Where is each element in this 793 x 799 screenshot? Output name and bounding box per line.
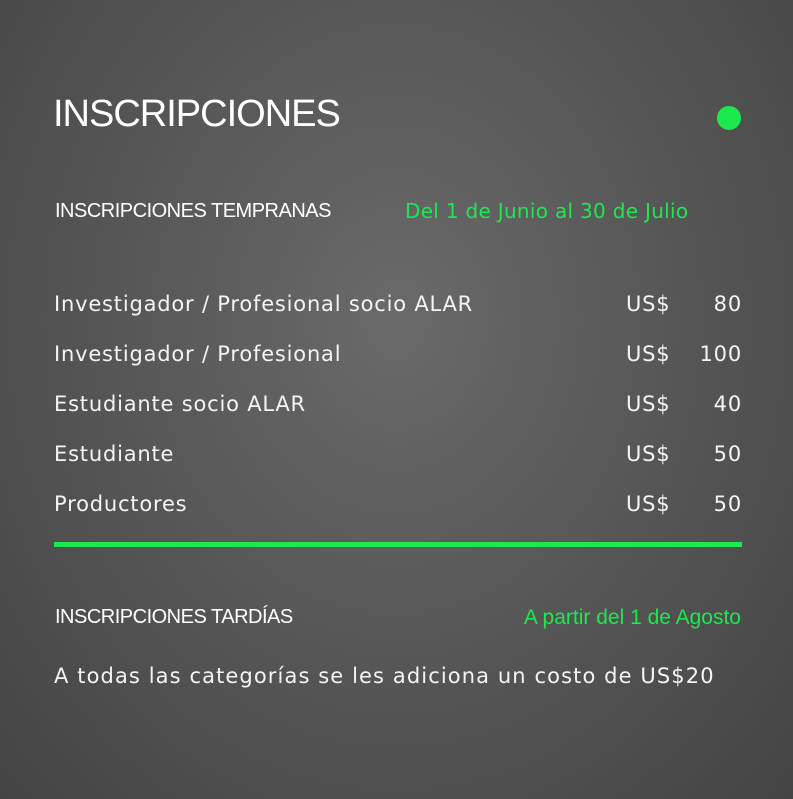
category-name: Estudiante — [54, 442, 175, 466]
category-name: Productores — [54, 492, 188, 516]
price-row — [54, 390, 742, 440]
price-row — [54, 440, 742, 490]
section-divider — [54, 542, 742, 547]
price-list — [54, 290, 742, 540]
price-value: 50 — [713, 492, 742, 516]
price-row — [54, 290, 742, 340]
price-row — [54, 490, 742, 540]
price-value: 80 — [713, 292, 742, 316]
currency-label: US$ — [626, 292, 671, 316]
category-name: Estudiante socio ALAR — [54, 392, 306, 416]
category-name: Investigador / Profesional socio ALAR — [54, 292, 474, 316]
currency-label: US$ — [626, 342, 671, 366]
page-title: INSCRIPCIONES — [53, 93, 340, 135]
early-registration-label: INSCRIPCIONES TEMPRANAS — [55, 200, 331, 222]
currency-label: US$ — [626, 492, 671, 516]
category-name: Investigador / Profesional — [54, 342, 342, 366]
late-fee-note: A todas las categorías se les adiciona un costo de US$20 — [54, 664, 715, 688]
late-registration-dates: A partir del 1 de Agosto — [523, 606, 741, 629]
price-value: 100 — [699, 342, 742, 366]
price-row — [54, 340, 742, 390]
currency-label: US$ — [626, 392, 671, 416]
early-registration-dates: Del 1 de Junio al 30 de Julio — [405, 199, 689, 223]
currency-label: US$ — [626, 442, 671, 466]
late-registration-label: INSCRIPCIONES TARDÍAS — [55, 606, 293, 628]
status-dot-icon — [717, 106, 741, 130]
price-value: 50 — [713, 442, 742, 466]
price-value: 40 — [713, 392, 742, 416]
